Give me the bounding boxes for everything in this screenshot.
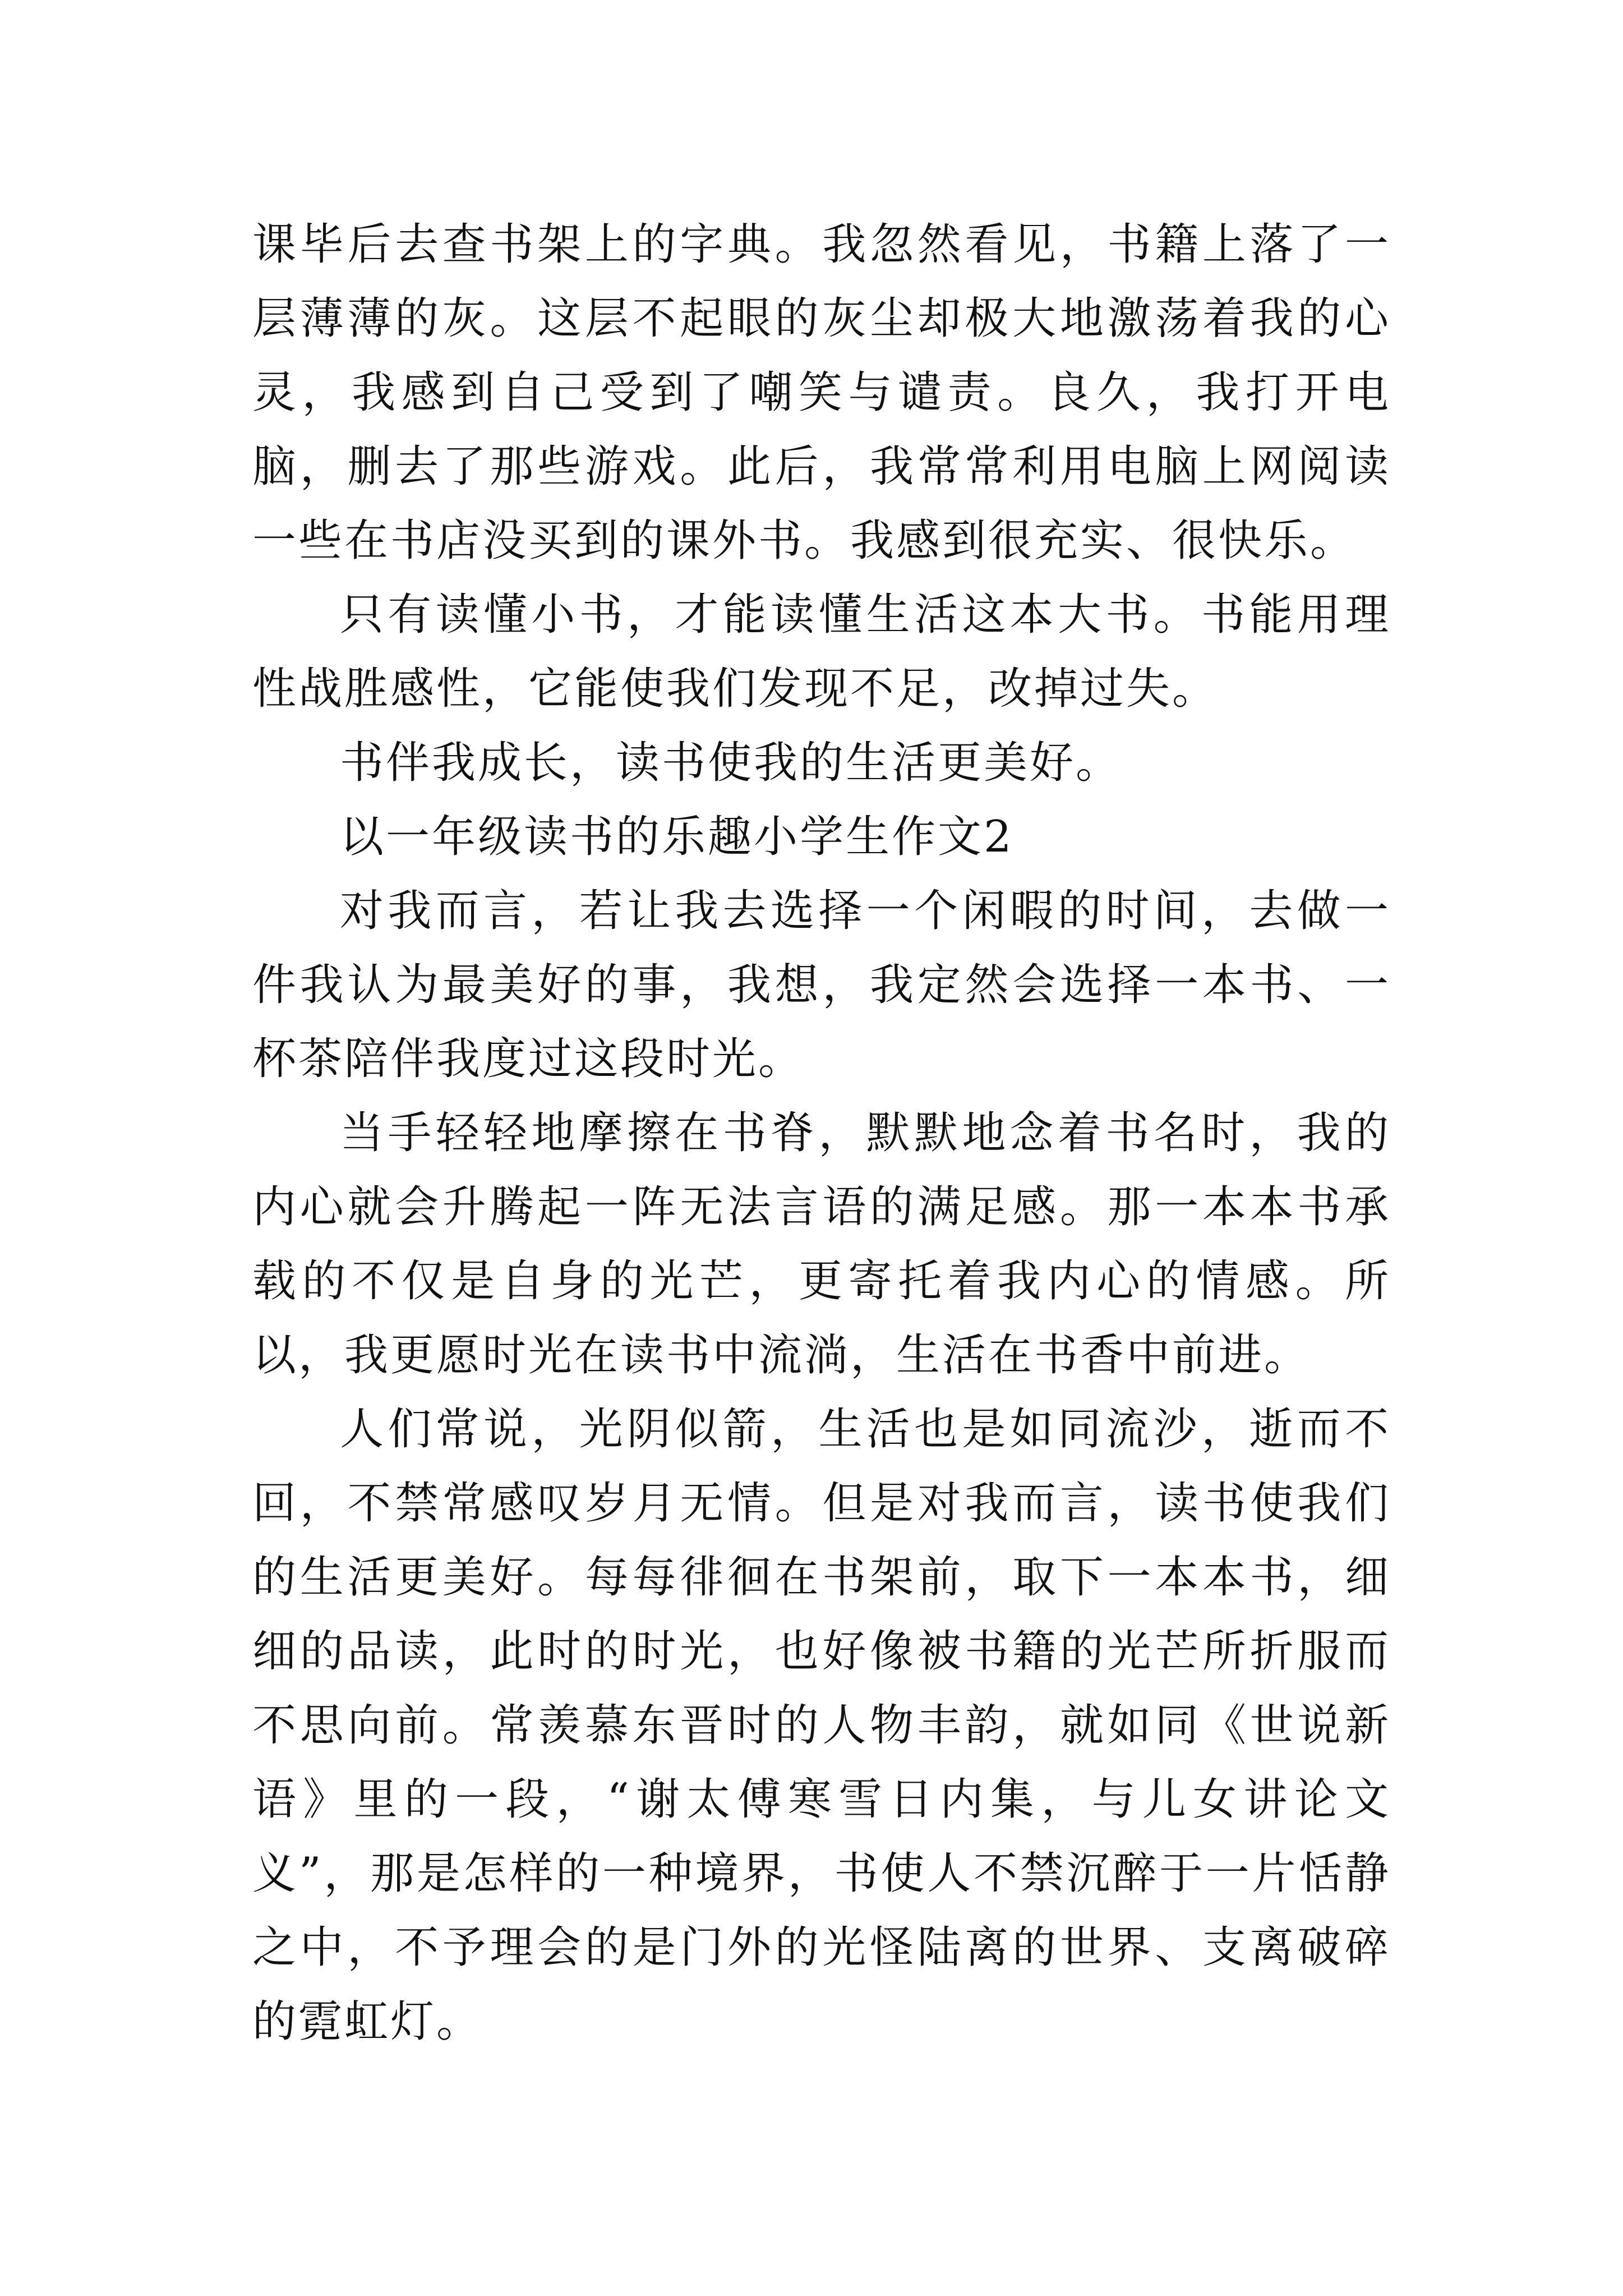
article-body	[252, 208, 1391, 2059]
paragraph-continuation: 课毕后去查书架上的字典。我忽然看见，书籍上落了一层薄薄的灰。这层不起眼的灰尘却极大地激荡着我的心灵，我感到自己受到了嘲笑与谴责。良久，我打开电脑，删去了那些游戏。此后，我常常利用电脑上网阅读一些在书店没买到的课外书。我感到很充实、很快乐。	[252, 219, 1391, 566]
essay-heading: 以一年级读书的乐趣小学生作文2	[340, 812, 1014, 862]
paragraph-leisure: 对我而言，若让我去选择一个闲暇的时间，去做一件我认为最美好的事，我想，我定然会选择一本书、一杯茶陪伴我度过这段时光。	[252, 886, 1391, 1084]
paragraph-book-growth: 书伴我成长，读书使我的生活更美好。	[340, 738, 1122, 788]
paragraph-book-spine: 当手轻轻地摩擦在书脊，默默地念着书名时，我的内心就会升腾起一阵无法言语的满足感。那一本本书承载的不仅是自身的光芒，更寄托着我内心的情感。所以，我更愿时光在读书中流淌，生活在书香中前进。	[252, 1108, 1391, 1381]
paragraph-reading-life: 只有读懂小书，才能读懂生活这本大书。书能用理性战胜感性，它能使我们发现不足，改掉过失。	[252, 590, 1391, 714]
paragraph-time: 人们常说，光阴似箭，生活也是如同流沙，逝而不回，不禁常感叹岁月无情。但是对我而言，读书使我们的生活更美好。每每徘徊在书架前，取下一本本书，细细的品读，此时的时光，也好像被书籍的光芒所折服而不思向前。常羡慕东晋时的人物丰韵，就如同《世说新语》里的一段，“谢太傅寒雪日内集，与儿女讲论文义”，那是怎样的一种境界，书使人不禁沉醉于一片恬静之中，不予理会的是门外的光怪陆离的世界、支离破碎的霓虹灯。	[252, 1404, 1391, 2047]
